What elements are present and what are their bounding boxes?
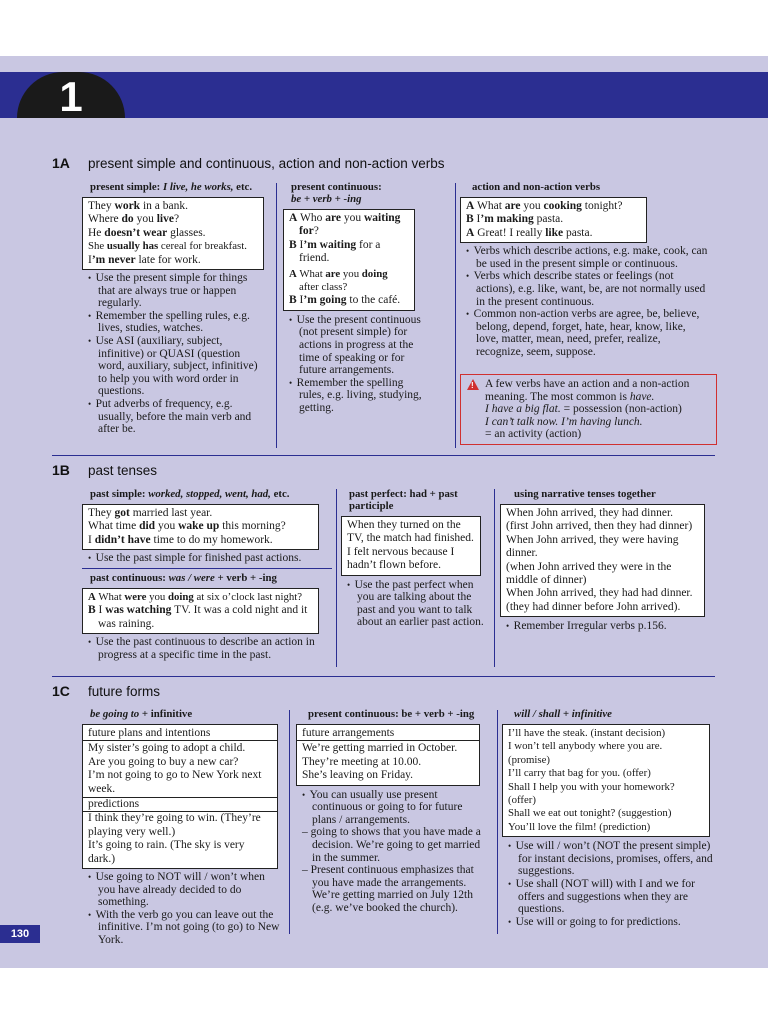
- col-1b-narrative-tenses: [500, 488, 715, 633]
- example-line: When John arrived, they were having dinner.: [506, 533, 679, 560]
- bullet-note: • Use will / won’t (NOT the present simple) for instant decisions, promises, offers, and suggestions.: [508, 840, 714, 878]
- example-line: They work in a bank.: [88, 200, 188, 212]
- example-box-action-verbs: [460, 197, 647, 243]
- inner-divider: [82, 568, 332, 569]
- section-1c-title: 1C future forms: [52, 683, 161, 699]
- example-line: I didn’t have time to do my homework.: [88, 533, 273, 546]
- example-line: When John arrived, they had dinner.: [506, 507, 674, 519]
- bullet-note: • Use the present continuous (not present simple) for actions in progress at the time of speaking or for future arrangements.: [289, 314, 423, 377]
- bullet-note: • Verbs which describe states or feelings (not actions), e.g. like, want, be, are not normally used in the present continuous.: [466, 270, 710, 308]
- example-line: A What are you doing after class?: [289, 267, 388, 294]
- example-line: I’m not going to go to New York next week.: [88, 769, 262, 795]
- bullet-note: • Use ASI (auxiliary, subject, infinitive) or QUASI (question word, auxiliary, subject, infinitive) to help you with word order in questions.: [88, 335, 262, 398]
- example-line: B I’m making pasta.: [466, 213, 564, 226]
- col-1c-will-shall: [502, 708, 717, 928]
- example-box-will: [502, 724, 710, 837]
- example-line: My sister’s going to adopt a child.: [88, 742, 246, 755]
- heading-present-simple: present simple: I live, he works, etc.: [90, 181, 253, 193]
- col-1b-past-simple: [82, 488, 332, 661]
- example-line: Shall I help you with your homework? (offer): [508, 780, 675, 807]
- warning-icon: !: [467, 379, 479, 390]
- column-divider: [455, 183, 456, 448]
- bullet-note: • You can usually use present continuous or going to for future plans / arrangements.: [302, 789, 481, 827]
- col-1a-present-continuous: [283, 181, 443, 415]
- example-line: A What were you doing at six o’clock last night?: [88, 590, 303, 603]
- column-divider: [494, 489, 495, 667]
- example-box-narrative: [500, 504, 705, 617]
- example-line: (they had dinner before John arrived).: [506, 600, 681, 613]
- bullet-note: • Use shall (NOT will) with I and we for offers and suggestions when they are questions.: [508, 878, 714, 916]
- example-line: A Great! I really like pasta.: [466, 226, 593, 239]
- example-line: I’ll carry that bag for you. (offer): [508, 767, 651, 780]
- example-line: A What are you cooking tonight?: [466, 200, 623, 212]
- column-divider: [497, 710, 498, 934]
- example-line: You’ll love the film! (prediction): [508, 820, 651, 833]
- bullet-note: • Remember Irregular verbs p.156.: [506, 620, 715, 633]
- unit-number: 1: [59, 73, 83, 120]
- col-1c-present-continuous: [296, 708, 491, 915]
- example-box-past-continuous: [82, 588, 319, 634]
- example-line: We’re getting married in October.: [302, 742, 458, 755]
- sub-note: – going to shows that you have made a decision. We’re going to get married in the summer.: [302, 826, 481, 864]
- bullet-note: • Common non-action verbs are agree, be, believe, belong, depend, forget, hate, hear, know, like, love, matter, mean, need, prefer, realize, recognize, seem, suppose.: [466, 308, 710, 358]
- section-1b-title: 1B past tenses: [52, 462, 158, 478]
- bullet-note: • Use the past continuous to describe an action in progress at a specific time in the past.: [88, 636, 333, 661]
- column-divider: [336, 489, 337, 667]
- bullet-note: • Use will or going to for predictions.: [508, 916, 714, 929]
- col-1b-past-perfect: [341, 488, 491, 629]
- example-box-arrangements: [296, 724, 480, 786]
- example-line: He doesn’t wear glasses.: [88, 226, 206, 239]
- example-line: She usually has cereal for breakfast.: [88, 240, 247, 253]
- heading-present-continuous: present continuous: be + verb + -ing: [291, 181, 382, 205]
- heading-going-to: be going to + infinitive: [90, 708, 193, 720]
- example-line: (when John arrived they were in the middle of dinner): [506, 560, 672, 587]
- example-box-present-simple: [82, 197, 264, 270]
- example-line: B I’m waiting for a friend.: [289, 238, 381, 265]
- example-line: A Who are you waiting for?: [289, 212, 401, 238]
- example-line: B I’m going to the café.: [289, 294, 401, 307]
- example-box-present-continuous: [283, 209, 415, 311]
- example-line: (first John arrived, then they had dinner): [506, 520, 693, 533]
- heading-will-shall: will / shall + infinitive: [514, 708, 612, 720]
- example-line: She’s leaving on Friday.: [302, 769, 414, 782]
- column-divider: [289, 710, 290, 934]
- example-box-past-simple: [82, 504, 319, 550]
- example-line: I’m never late for work.: [88, 253, 201, 266]
- example-line: What time did you wake up this morning?: [88, 520, 286, 533]
- col-1a-action-verbs: [460, 181, 718, 359]
- section-divider: [52, 455, 715, 456]
- column-divider: [276, 183, 277, 448]
- section-1a-title: 1A present simple and continuous, action and non-action verbs: [52, 155, 445, 171]
- bullet-note: • Use the present simple for things that are always true or happen regularly.: [88, 272, 262, 310]
- box-subheading: future arrangements: [297, 727, 479, 741]
- example-line: I’ll have the steak. (instant decision): [508, 727, 666, 739]
- example-box-going-to: [82, 724, 278, 869]
- box-subheading: predictions: [83, 797, 277, 812]
- example-line: They got married last year.: [88, 507, 213, 519]
- example-line: Shall we eat out tonight? (suggestion): [508, 807, 672, 820]
- example-line: They’re meeting at 10.00.: [302, 755, 422, 768]
- heading-present-continuous-future: present continuous: be + verb + -ing: [308, 708, 475, 720]
- box-subheading: future plans and intentions: [83, 727, 277, 741]
- example-line: I think they’re going to win. (They’re playing very well.): [88, 812, 261, 838]
- page-number: 130: [0, 925, 40, 943]
- example-line: It’s going to rain. (The sky is very dark.): [88, 839, 245, 865]
- bullet-note: • Use going to NOT will / won’t when you have already decided to do something.: [88, 871, 282, 909]
- heading-past-perfect: past perfect: had + past participle: [349, 488, 458, 512]
- bullet-note: • Remember the spelling rules, e.g. living, studying, getting.: [289, 377, 423, 415]
- heading-past-continuous: past continuous: was / were + verb + -ing: [90, 571, 277, 584]
- warning-box: ! A few verbs have an action and a non-action meaning. The most common is have. I have a big flat. = possession (non-action) I can’t talk now. I’m having lunch. = an activity (action): [460, 374, 717, 445]
- example-line: When John arrived, they had had dinner.: [506, 587, 693, 600]
- example-line: Where do you live?: [88, 213, 180, 226]
- bullet-note: • Use the past perfect when you are talking about the past and you want to talk about an earlier past action.: [347, 579, 491, 629]
- col-1c-going-to: [82, 708, 287, 947]
- heading-narrative-tenses: using narrative tenses together: [514, 488, 656, 500]
- example-box-past-perfect: When they turned on the TV, the match had finished. I felt nervous because I hadn’t flown before.: [341, 516, 481, 576]
- col-1a-present-simple: [82, 181, 272, 436]
- bullet-note: • With the verb go you can leave out the infinitive. I’m not going (to go) to New York.: [88, 909, 282, 947]
- example-line: B I was watching TV. It was a cold night and it was raining.: [88, 604, 308, 630]
- heading-past-simple: past simple: worked, stopped, went, had, etc.: [90, 488, 290, 500]
- section-divider: [52, 676, 715, 677]
- heading-action-verbs: action and non-action verbs: [472, 181, 601, 193]
- bullet-note: • Use the past simple for finished past actions.: [88, 552, 332, 565]
- bullet-note: • Put adverbs of frequency, e.g. usually, before the main verb and after be.: [88, 398, 262, 436]
- bullet-note: • Verbs which describe actions, e.g. make, cook, can be used in the present simple or continuous.: [466, 245, 710, 270]
- sub-note: – Present continuous emphasizes that you have made the arrangements. We’re getting married on July 12th (e.g. we’ve booked the church).: [302, 864, 474, 914]
- example-line: Are you going to buy a new car?: [88, 755, 239, 768]
- example-line: I won’t tell anybody where you are. (promise): [508, 740, 663, 766]
- bullet-note: • Remember the spelling rules, e.g. lives, studies, watches.: [88, 310, 262, 335]
